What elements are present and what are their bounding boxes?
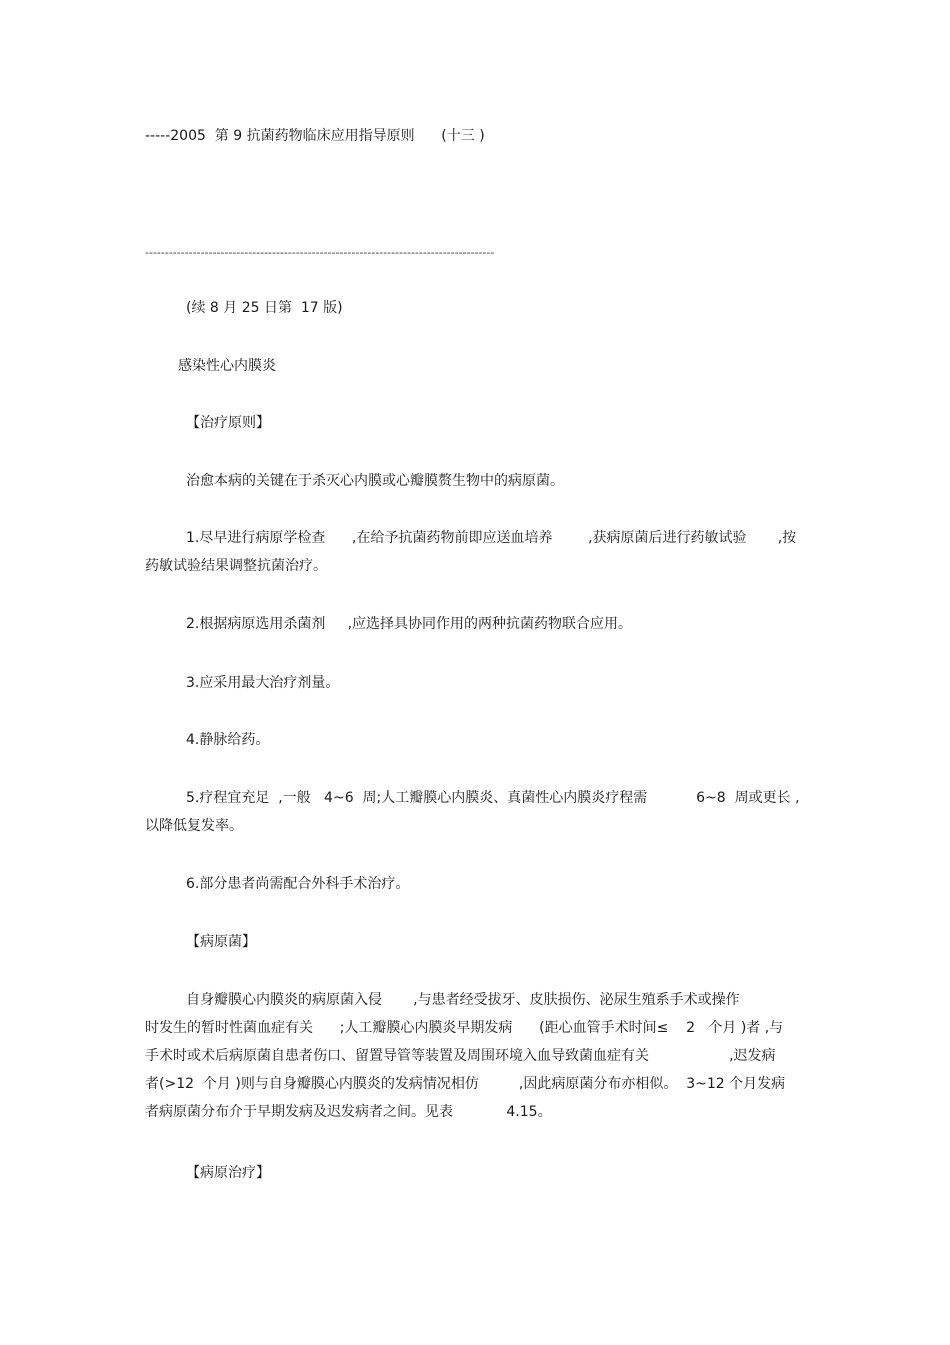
pathogen-paragraph-line-4: 者(>12 个月 )则与自身瓣膜心内膜炎的发病情况相仿 ,因此病原菌分布亦相似。 3~12 个月发病 [145,1076,786,1092]
document-title: -----2005 第 9 抗菌药物临床应用指导原则 (十三 ) [145,128,485,144]
heading-pathogen-therapy: 【病原治疗】 [186,1165,270,1181]
pathogen-paragraph-line-1: 自身瓣膜心内膜炎的病原菌入侵 ,与患者经受拔牙、皮肤损伤、泌尿生殖系手术或操作 [186,992,740,1008]
pathogen-paragraph-line-2: 时发生的暂时性菌血症有关 ;人工瓣膜心内膜炎早期发病 (距心血管手术时间≤ 2 个月 )者 ,与 [145,1020,784,1036]
section-title: 感染性心内膜炎 [178,358,276,374]
item-1-line-2: 药敏试验结果调整抗菌治疗。 [145,558,327,574]
item-4: 4.静脉给药。 [186,732,270,748]
intro-paragraph: 治愈本病的关键在于杀灭心内膜或心瓣膜赘生物中的病原菌。 [186,473,564,489]
separator-rule: ---------------------------------------------------------------------------------------- [145,246,495,259]
heading-pathogen: 【病原菌】 [186,934,256,950]
item-5-line-1: 5.疗程宜充足 ,一般 4~6 周;人工瓣膜心内膜炎、真菌性心内膜炎疗程需 6~8 周或更长 , [186,790,800,806]
pathogen-paragraph-line-5: 者病原菌分布介于早期发病及迟发病者之间。见表 4.15。 [145,1104,552,1120]
continuation-note: (续 8 月 25 日第 17 版) [186,300,343,316]
pathogen-paragraph-line-3: 手术时或术后病原菌自患者伤口、留置导管等装置及周围环境入血导致菌血症有关 ,迟发病 [145,1048,776,1064]
item-2: 2.根据病原选用杀菌剂 ,应选择具协同作用的两种抗菌药物联合应用。 [186,616,633,632]
heading-treatment-principles: 【治疗原则】 [186,415,270,431]
item-1-line-1: 1.尽早进行病原学检查 ,在给予抗菌药物前即应送血培养 ,获病原菌后进行药敏试验 ,按 [186,530,797,546]
item-6: 6.部分患者尚需配合外科手术治疗。 [186,876,410,892]
item-5-line-2: 以降低复发率。 [145,818,243,834]
item-3: 3.应采用最大治疗剂量。 [186,675,340,691]
